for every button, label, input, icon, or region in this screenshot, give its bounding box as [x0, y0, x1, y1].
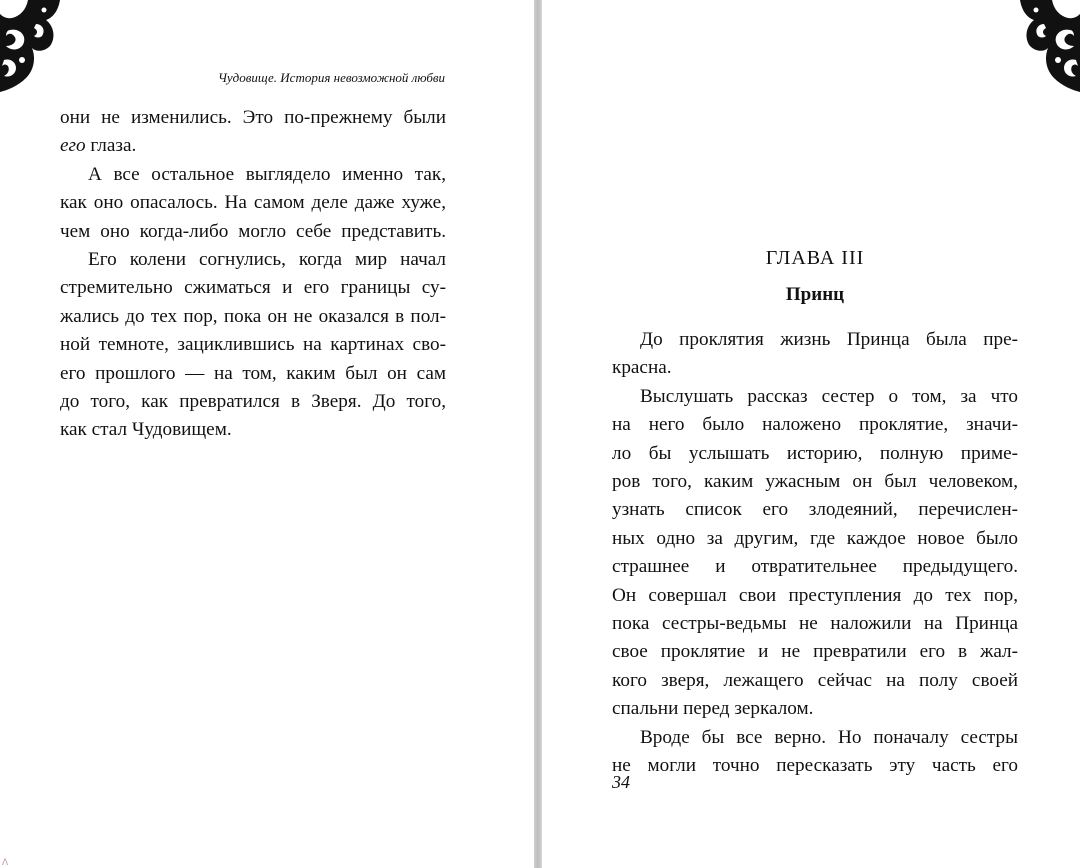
text-run: Вроде бы все верно. Но поначалу сестры	[640, 726, 1018, 748]
text-line	[612, 326, 1018, 354]
text-run: До проклятия жизнь Принца была пре-	[640, 329, 1018, 350]
chapter-subtitle: Принц	[785, 284, 845, 305]
text-run: спальни перед зеркалом.	[612, 698, 814, 720]
book-gutter	[534, 0, 542, 868]
text-run: свое проклятие и не превратили его в жал-	[612, 641, 1018, 663]
page-number: 34	[612, 772, 630, 792]
text-run: ло бы услышать историю, полную приме-	[612, 442, 1018, 464]
text-line	[612, 411, 1018, 439]
text-run: Его колени согнулись, когда мир начал	[88, 249, 446, 271]
text-line	[612, 354, 1018, 382]
right-body-text	[612, 326, 1018, 781]
text-run: кого зверя, лежащего сейчас на полу своей	[612, 669, 1018, 691]
text-line	[612, 638, 1018, 666]
text-line	[612, 440, 1018, 468]
text-run: ной темноте, зациклившись на картинах сво-	[60, 334, 446, 356]
text-run: ных одно за другим, где каждое новое было	[612, 527, 1018, 549]
text-run: как стал Чудовищем.	[60, 419, 232, 441]
text-line	[60, 303, 446, 331]
text-run: жались до тех пор, пока он не оказался в пол-	[60, 305, 446, 327]
text-line	[60, 161, 446, 189]
text-line	[612, 525, 1018, 553]
text-run: не могли точно пересказать эту часть его	[612, 755, 1018, 777]
text-run: Выслушать рассказ сестер о том, за что	[640, 385, 1018, 407]
chapter-title: ГЛАВА III	[765, 247, 865, 269]
corner-mark: Λ	[2, 858, 9, 868]
text-line	[612, 468, 1018, 496]
text-line	[612, 752, 1018, 780]
text-line	[612, 553, 1018, 581]
left-page	[0, 0, 534, 868]
text-run: узнать список его злодеяний, перечислен-	[612, 499, 1018, 521]
corner-ornament-icon	[0, 0, 60, 92]
text-run: на него было наложено проклятие, значи-	[612, 414, 1018, 436]
text-line	[60, 189, 446, 217]
text-line	[612, 610, 1018, 638]
emphasized-text: его	[60, 135, 86, 157]
text-run: страшнее и отвратительнее предыдущего.	[612, 556, 1018, 578]
text-line	[60, 416, 446, 444]
text-run: его прошлого — на том, каким был он сам	[60, 362, 446, 384]
text-run: до того, как превратился в Зверя. До того,	[60, 391, 446, 413]
text-line	[612, 496, 1018, 524]
text-line	[60, 132, 446, 160]
left-body-text	[60, 104, 446, 445]
text-line	[612, 667, 1018, 695]
text-run: красна.	[612, 357, 672, 379]
text-run: глаза.	[85, 135, 137, 157]
text-run: пока сестры-ведьмы не наложили на Принца	[612, 613, 1018, 635]
text-line	[612, 383, 1018, 411]
text-run: стремительно сжиматься и его границы су-	[60, 277, 446, 299]
corner-ornament-icon	[1020, 0, 1080, 92]
running-head: Чудовище. История невозможной любви	[217, 70, 445, 85]
text-line	[612, 582, 1018, 610]
text-run: они не изменились. Это по-прежнему были	[60, 107, 446, 128]
text-line	[60, 104, 446, 132]
text-line	[60, 246, 446, 274]
text-run: как оно опасалось. На самом деле даже хуже,	[60, 192, 446, 214]
text-line	[612, 695, 1018, 723]
text-line	[60, 388, 446, 416]
text-run: чем оно когда-либо могло себе представить.	[60, 220, 446, 242]
text-line	[60, 274, 446, 302]
text-run: ров того, каким ужасным он был человеком,	[612, 471, 1018, 493]
text-line	[612, 724, 1018, 752]
text-line	[60, 218, 446, 246]
text-line	[60, 331, 446, 359]
text-run: А все остальное выглядело именно так,	[88, 163, 446, 185]
text-line	[60, 360, 446, 388]
text-run: Он совершал свои преступления до тех пор,	[612, 584, 1018, 606]
